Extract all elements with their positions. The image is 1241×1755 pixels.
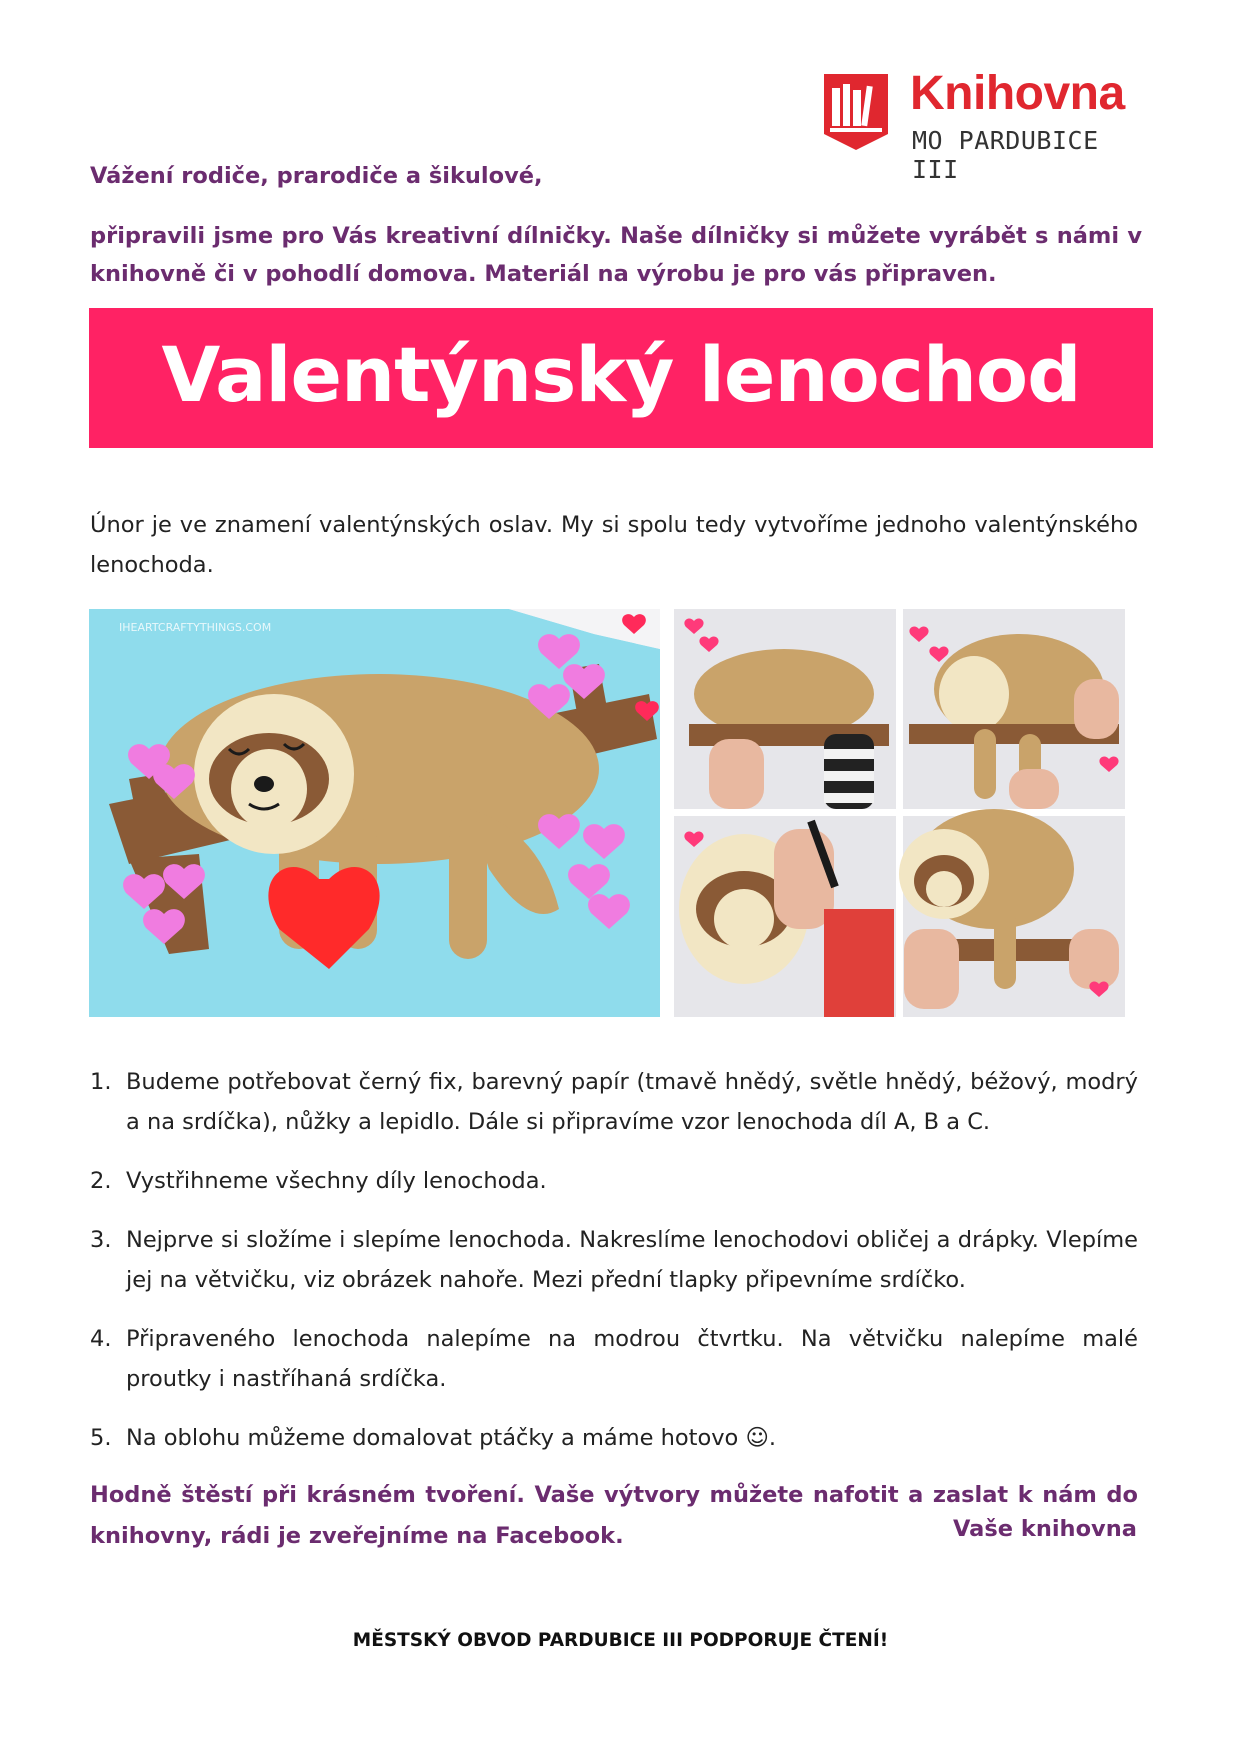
step-number: 2. xyxy=(90,1168,112,1194)
finished-craft-photo xyxy=(89,609,660,1017)
library-subtitle: MO PARDUBICE III xyxy=(912,126,1099,184)
closing-paragraph: Hodně štěstí při krásném tvoření. Vaše výtvory můžete nafotit a zaslat k nám do knihovny, rádi je zveřejníme na Facebook. xyxy=(90,1482,1138,1549)
step-number: 4. xyxy=(90,1326,112,1352)
library-name: Knihovna xyxy=(910,67,1125,120)
book-shelf-logo-icon xyxy=(820,74,892,152)
step-text: Vystřihneme všechny díly lenochoda. xyxy=(126,1168,547,1194)
step-text: Na oblohu můžeme domalovat ptáčky a máme hotovo ☺. xyxy=(126,1425,777,1451)
instruction-steps xyxy=(90,1062,1138,1477)
page-title: Valentýnský lenochod xyxy=(161,329,1081,419)
step-text: Budeme potřebovat černý fix, barevný papír (tmavě hnědý, světle hnědý, béžový, modrý a na srdíčka), nůžky a lepidlo. Dále si připravíme vzor lenochoda díl A, B a C. xyxy=(126,1069,1138,1135)
step-number: 5. xyxy=(90,1425,112,1451)
step-number: 3. xyxy=(90,1227,112,1253)
step-item xyxy=(90,1319,1138,1399)
title-banner xyxy=(89,308,1153,448)
step-text: Nejprve si složíme i slepíme lenochoda. Nakreslíme lenochodovi obličej a drápky. Vlepíme jej na větvičku, viz obrázek nahoře. Mezi přední tlapky připevníme srdíčko. xyxy=(126,1227,1138,1293)
step-photo-2 xyxy=(903,609,1125,809)
footer-slogan: MĚSTSKÝ OBVOD PARDUBICE III PODPORUJE ČTENÍ! xyxy=(352,1630,889,1651)
step-photo-3 xyxy=(674,816,896,1017)
step-number: 1. xyxy=(90,1069,112,1095)
step-item xyxy=(90,1161,1138,1201)
step-item xyxy=(90,1220,1138,1300)
intro-paragraph: připravili jsme pro Vás kreativní dílničky. Naše dílničky si můžete vyrábět s námi v knihovně či v pohodlí domova. Materiál na výrobu je pro vás připraven. xyxy=(90,223,1142,287)
step-item xyxy=(90,1062,1138,1142)
signature: Vaše knihovna xyxy=(953,1516,1137,1542)
step-text: Připraveného lenochoda nalepíme na modrou čtvrtku. Na větvičku nalepíme malé proutky i nastříhaná srdíčka. xyxy=(126,1326,1138,1392)
step-photos-collage xyxy=(674,609,1125,1017)
lead-paragraph: Únor je ve znamení valentýnských oslav. My si spolu tedy vytvoříme jednoho valentýnského lenochoda. xyxy=(90,512,1138,578)
library-logo xyxy=(820,67,1130,184)
photo-watermark: IHEARTCRAFTYTHINGS.COM xyxy=(119,621,272,634)
step-item xyxy=(90,1418,1138,1458)
greeting: Vážení rodiče, prarodiče a šikulové, xyxy=(90,163,543,189)
